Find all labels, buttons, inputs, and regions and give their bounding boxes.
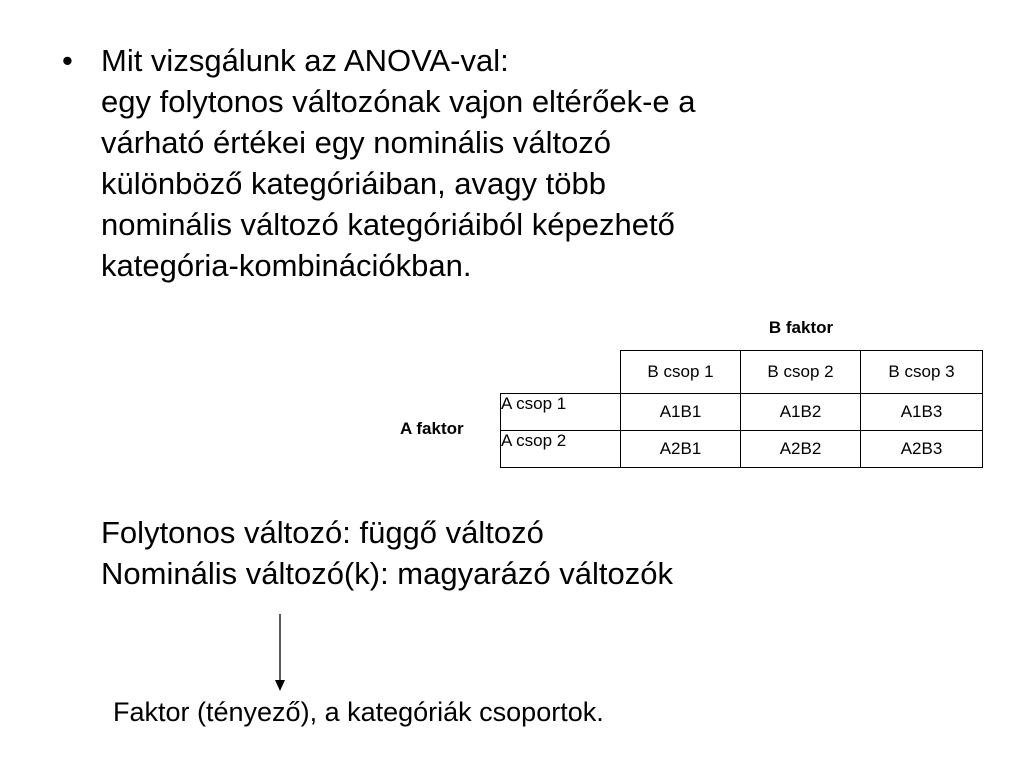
bullet-line-1: Mit vizsgálunk az ANOVA-val: <box>101 43 509 78</box>
a-factor-label: A faktor <box>400 419 464 438</box>
table-cell-a1b2: A1B2 <box>741 394 861 431</box>
table-row <box>501 431 983 468</box>
bullet-line-3: várható értékei egy nominális változó <box>101 125 612 160</box>
factor-note: Faktor (tényező), a kategóriák csoportok. <box>113 697 604 727</box>
table-cell-a2b2: A2B2 <box>741 431 861 468</box>
b-factor-label: B faktor <box>768 318 834 337</box>
bullet-point <box>62 40 962 286</box>
table-cell-a2b1: A2B1 <box>621 431 741 468</box>
row-label-a2: A csop 2 <box>501 431 621 468</box>
table-cell-a1b3: A1B3 <box>861 394 983 431</box>
design-table <box>500 350 983 468</box>
column-header-b1: B csop 1 <box>621 351 741 394</box>
column-header-b2: B csop 2 <box>741 351 861 394</box>
definitions <box>101 512 673 594</box>
bullet-line-4: különböző kategóriáiban, avagy több <box>101 166 606 201</box>
definition-nominal: Nominális változó(k): magyarázó változók <box>101 556 673 591</box>
bullet-line-2: egy folytonos változónak vajon eltérőek-e a <box>101 84 696 119</box>
table-header-row <box>501 351 983 394</box>
bullet-line-6: kategória-kombinációkban. <box>101 248 472 283</box>
table-cell-a2b3: A2B3 <box>861 431 983 468</box>
bullet-line-5: nominális változó kategóriáiból képezhető <box>101 207 675 242</box>
row-label-a1: A csop 1 <box>501 394 621 431</box>
bullet-text <box>101 40 962 286</box>
column-header-b3: B csop 3 <box>861 351 983 394</box>
table-corner-cell <box>501 351 621 394</box>
bullet-marker: • <box>62 43 73 78</box>
down-arrow-icon <box>270 614 290 692</box>
table-row <box>501 394 983 431</box>
table-cell-a1b1: A1B1 <box>621 394 741 431</box>
definition-continuous: Folytonos változó: függő változó <box>101 515 544 550</box>
